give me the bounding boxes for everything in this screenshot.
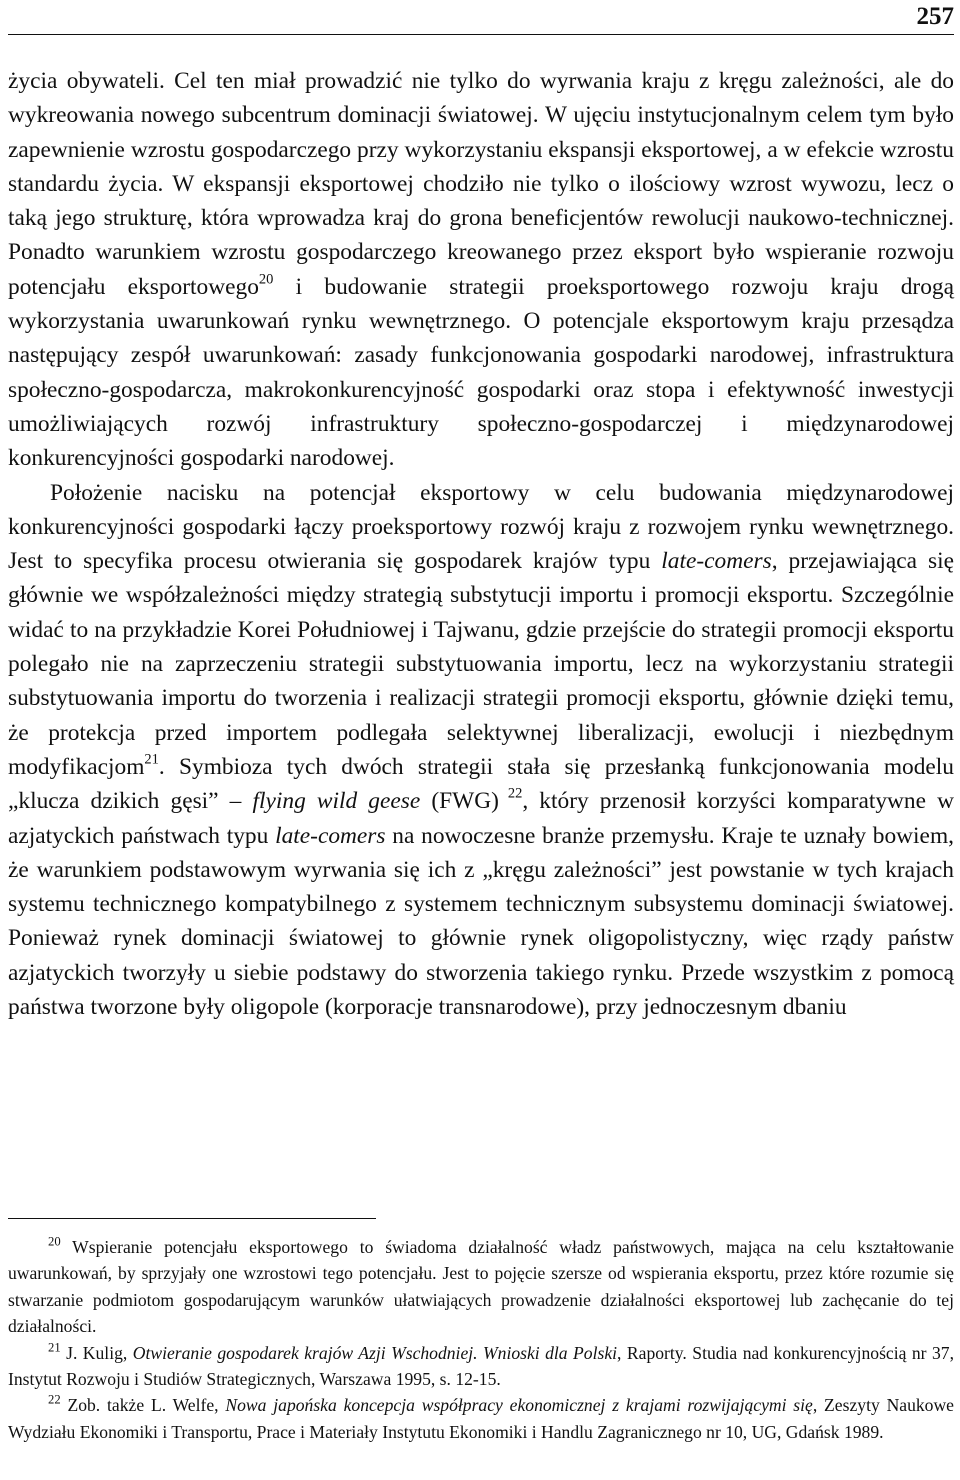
footnote-marker: 22 bbox=[498, 785, 523, 802]
text-run: Położenie nacisku na potencjał eksportowy w celu budowania międzynarodowej konkurencyjności gospodarki łączy proeksportowy rozwój kraju z rozwojem rynku wewnętrznego. Jest to specyfika procesu otwierania się gospodarek krajów typu bbox=[8, 479, 954, 575]
book-page bbox=[8, 0, 954, 1480]
italic-text: late-comers bbox=[661, 548, 772, 575]
footnotes bbox=[8, 1234, 954, 1445]
italic-text: late-comers bbox=[275, 822, 386, 849]
italic-text: Nowa japońska koncepcja współpracy ekonomicznej z krajami rozwijającymi się bbox=[225, 1395, 813, 1416]
paragraph-2 bbox=[8, 476, 954, 1025]
italic-text: Otwieranie gospodarek krajów Azji Wschodniej. Wnioski dla Polski bbox=[132, 1342, 618, 1363]
page-number: 257 bbox=[916, 3, 954, 30]
header-rule bbox=[8, 34, 954, 35]
text-run: Zob. także L. Welfe, bbox=[60, 1395, 226, 1416]
text-run: , który przenosił korzyści komparatywne w azjatyckich państwach typu bbox=[8, 788, 955, 849]
text-run: na nowoczesne branże przemysłu. Kraje te uznały bowiem, że warunkiem podstawowym wyrwania się ich z „kręgu zależności” jest powstanie w tych krajach systemu technicznego kompatybilnego z systemem technicznym subsystemu dominacji światowej. Ponieważ rynek dominacji światowej to głównie rynek oligopolistyczny, więc rządy państw azjatyckich tworzyły u siebie podstawy do stworzenia takiego rynku. Przede wszystkim z pomocą państwa tworzone były oligopole (korporacje transnarodowe), przy jednoczesnym dbaniu bbox=[8, 822, 954, 1021]
text-run: życia obywateli. Cel ten miał prowadzić nie tylko do wyrwania kraju z kręgu zależności, ale do wykreowania nowego subcentrum dominacji światowej. W ujęciu instytucjonalnym celem tym było zapewnienie wzrostu gospodarczego przy wykorzystaniu ekspansji eksportowej, a w efekcie wzrostu standardu życia. W ekspansji eksportowej chodziło nie tylko o ilościowy wzrost wywozu, lecz o taką jego strukturę, która wprowadza kraj do grona beneficjentów rewolucji naukowo-technicznej. Ponadto warunkiem wzrostu gospodarczego kreowanego przez eksport było wspieranie rozwoju potencjału eksportowego bbox=[8, 68, 954, 300]
footnote-21 bbox=[8, 1340, 954, 1393]
footnote-marker: 20 bbox=[48, 1234, 61, 1249]
text-run: , przejawiająca się głównie we współzależności między strategią substytucji importu i promocji eksportu. Szczególnie widać to na przykładzie Korei Południowej i Tajwanu, gdzie przejście do strategii promocji eksportu polegało nie na zaprzeczeniu strategii substytuowania importu, lecz na wykorzystaniu strategii substytuowania importu do tworzenia i realizacji strategii promocji eksportu, głównie dzięki temu, że protekcja przed importem podlegała selektywnej liberalizacji, ewolucji i niezbędnym modyfikacjom bbox=[8, 548, 954, 780]
text-run: (FWG) bbox=[420, 788, 499, 815]
text-run: , Raporty. Studia nad konkurencyjnością nr 37, Instytut Rozwoju i Studiów Strategicznych, Warszawa 1995, s. 12-15. bbox=[8, 1342, 954, 1390]
footnote-marker: 22 bbox=[48, 1392, 61, 1407]
footnote-separator bbox=[8, 1218, 376, 1219]
footnote-22 bbox=[8, 1392, 954, 1445]
text-run: i budowanie strategii proeksportowego rozwoju kraju drogą wykorzystania uwarunkowań rynku wewnętrznego. O potencjale eksportowym kraju przesądza następujący zespół uwarunkowań: zasady funkcjonowania gospodarki narodowej, infrastruktura społeczno-gospodarcza, makrokonkurencyjność gospodarki oraz stopa i efektywność inwestycji umożliwiających rozwój infrastruktury społeczno-gospodarczej i międzynarodowej konkurencyjności gospodarki narodowej. bbox=[8, 273, 954, 472]
text-run: Wspieranie potencjału eksportowego to świadoma działalność władz państwowych, mająca na celu kształtowanie uwarunkowań, by sprzyjały one wzrostowi tego potencjału. Jest to pojęcie szersze od wspierania eksportu, przez które rozumie się stwarzanie podmiotom gospodarującym warunków ułatwiających prowadzenie działalności eksportowej lub zachęcanie do tej działalności. bbox=[8, 1237, 954, 1337]
text-run: . Symbioza tych dwóch strategii stała się przesłanką funkcjonowania modelu „klucza dzikich gęsi” – bbox=[8, 753, 954, 815]
paragraph-1 bbox=[8, 64, 954, 476]
body-text bbox=[8, 64, 954, 1024]
footnote-marker: 21 bbox=[144, 751, 159, 768]
footnote-marker: 21 bbox=[48, 1340, 61, 1355]
footnote-marker: 20 bbox=[258, 271, 274, 288]
text-run: , Zeszyty Naukowe Wydziału Ekonomiki i Transportu, Prace i Materiały Instytutu Ekonomiki i Handlu Zagranicznego nr 10, UG, Gdańsk 1989. bbox=[8, 1395, 954, 1442]
text-run: J. Kulig, bbox=[60, 1342, 133, 1363]
italic-text: flying wild geese bbox=[252, 788, 421, 815]
footnote-20 bbox=[8, 1234, 954, 1340]
